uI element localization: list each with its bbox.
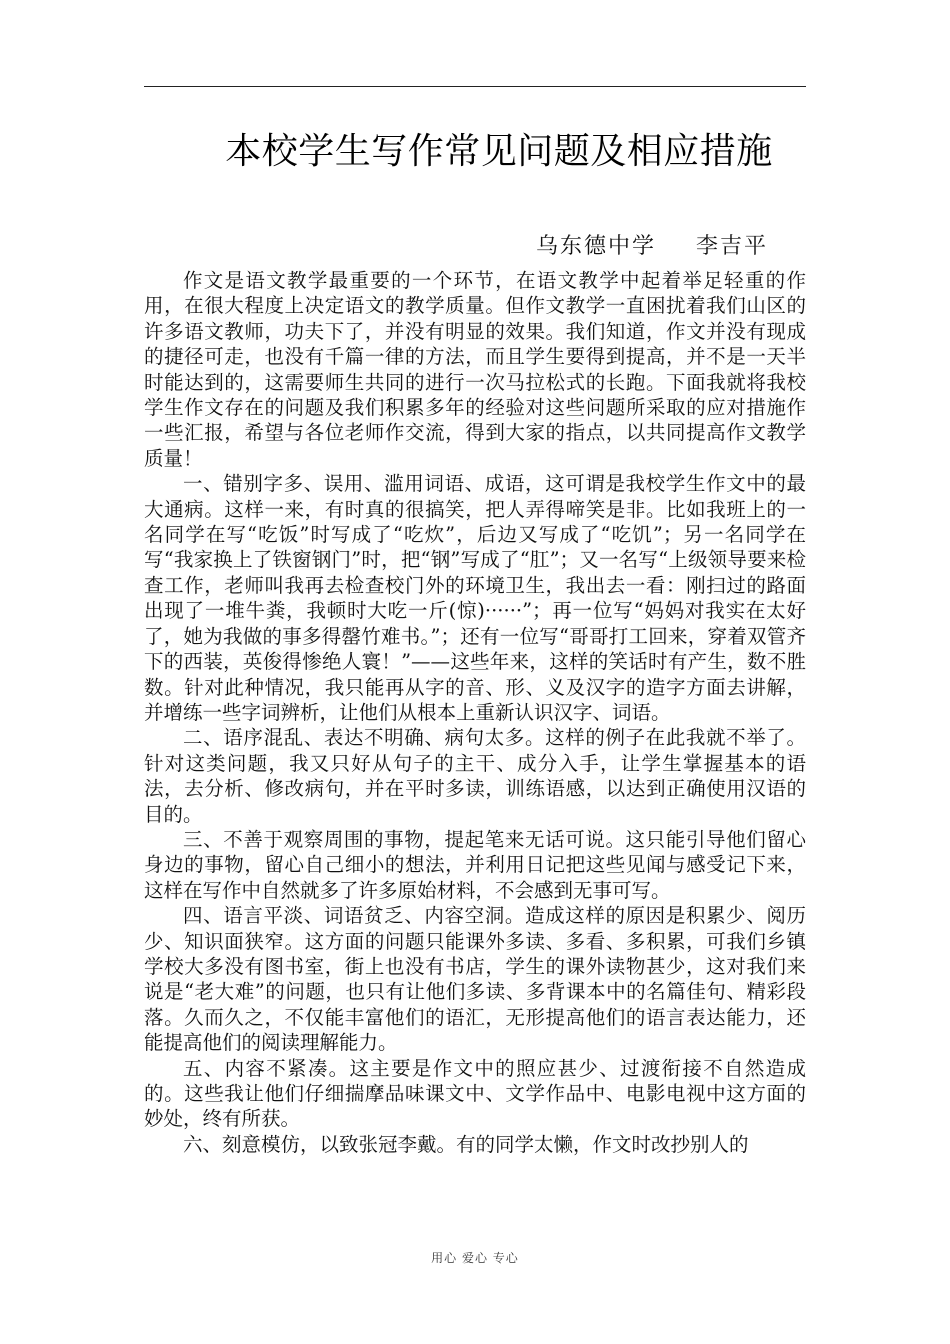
paragraph-issue-3: 三、不善于观察周围的事物，提起笔来无话可说。这只能引导他们留心身边的事物，留心自己细小的想法，并利用日记把这些见闻与感受记下来，这样在写作中自然就多了许多原始材料，不会感到无事可写。	[144, 827, 806, 902]
paragraph-issue-1: 一、错别字多、误用、滥用词语、成语，这可谓是我校学生作文中的最大通病。这样一来，有时真的很搞笑，把人弄得啼笑是非。比如我班上的一名同学在写“吃饭”时写成了“吃炊”，后边又写成了“吃饥”；另一名同学在写“我家换上了铁窗钢门”时，把“钢”写成了“肛”；又一名写“上级领导要来检查工作，老师叫我再去检查校门外的环境卫生，我出去一看：刚扫过的路面出现了一堆牛粪，我顿时大吃一斤(惊)······”；再一位写“妈妈对我实在太好了，她为我做的事多得罄竹难书。”；还有一位写“哥哥打工回来，穿着双管齐下的西装，英俊得惨绝人寰！”——这些年来，这样的笑话时有产生，数不胜数。针对此种情况，我只能再从字的音、形、义及汉字的造字方面去讲解，并增练一些字词辨析，让他们从根本上重新认识汉字、词语。	[144, 472, 806, 724]
paragraph-intro: 作文是语文教学最重要的一个环节，在语文教学中起着举足轻重的作用，在很大程度上决定语文的教学质量。但作文教学一直困扰着我们山区的许多语文教师，功夫下了，并没有明显的效果。我们知道，作文并没有现成的捷径可走，也没有千篇一律的方法，而且学生要得到提高，并不是一天半时能达到的，这需要师生共同的进行一次马拉松式的长跑。下面我就将我校学生作文存在的问题及我们积累多年的经验对这些问题所采取的应对措施作一些汇报，希望与各位老师作交流，得到大家的指点，以共同提高作文教学质量！	[144, 269, 806, 470]
article-body	[144, 268, 806, 1157]
document-title: 本校学生写作常见问题及相应措施	[225, 131, 773, 172]
byline	[536, 232, 768, 262]
paragraph-issue-6: 六、刻意模仿，以致张冠李戴。有的同学太懒，作文时改抄别人的	[183, 1132, 749, 1156]
school-name: 乌东德中学	[535, 234, 656, 259]
paragraph-issue-5: 五、内容不紧凑。这主要是作文中的照应甚少、过渡衔接不自然造成的。这些我让他们仔细揣摩品味课文中、文学作品中、电影电视中这方面的妙处，终有所获。	[144, 1056, 806, 1131]
paragraph-issue-2: 二、语序混乱、表达不明确、病句太多。这样的例子在此我就不举了。针对这类问题，我又只好从句子的主干、成分入手，让学生掌握基本的语法，去分析、修改病句，并在平时多读，训练语感，以达到正确使用汉语的目的。	[144, 726, 806, 826]
author-name: 李吉平	[695, 234, 768, 259]
paragraph-issue-4: 四、语言平淡、词语贫乏、内容空洞。造成这样的原因是积累少、阅历少、知识面狭窄。这方面的问题只能课外多读、多看、多积累，可我们乡镇学校大多没有图书室，街上也没有书店，学生的课外读物甚少，这对我们来说是“老大难”的问题，也只有让他们多读、多背课本中的名篇佳句、精彩段落。久而久之，不仅能丰富他们的语汇，无形提高他们的语言表达能力，还能提高他们的阅读理解能力。	[144, 904, 806, 1055]
header-rule	[144, 86, 806, 87]
page-footer: 用心 爱心 专心	[431, 1251, 519, 1265]
